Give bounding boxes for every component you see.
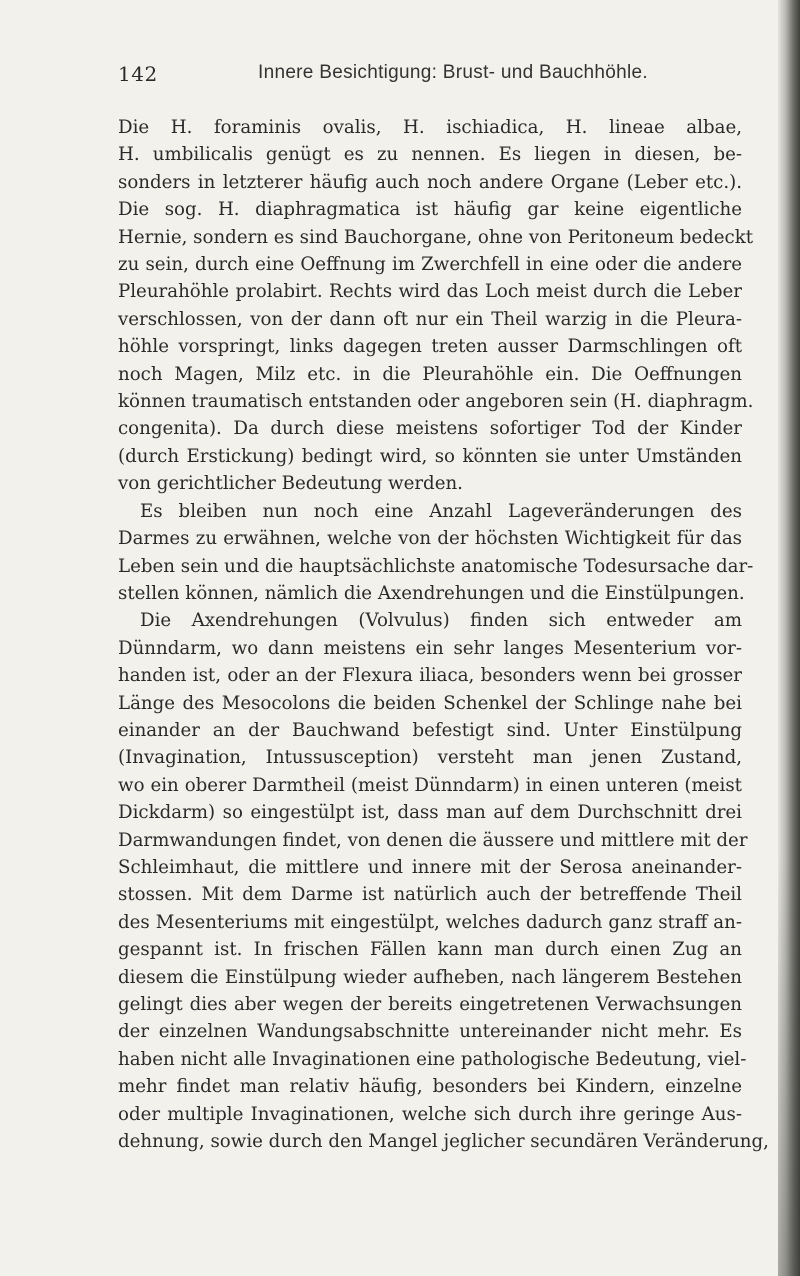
text-line: gespannt ist. In frischen Fällen kann man durch einen Zug an <box>118 939 742 961</box>
text-line: Dickdarm) so eingestülpt ist, dass man auf dem Durchschnitt drei <box>118 802 742 824</box>
text-line: Länge des Mesocolons die beiden Schenkel der Schlinge nahe bei <box>118 692 742 714</box>
text-line: von gerichtlicher Bedeutung werden. <box>118 473 463 495</box>
text-line: haben nicht alle Invaginationen eine pathologische Bedeutung, viel- <box>118 1048 747 1070</box>
text-line: handen ist, oder an der Flexura iliaca, besonders wenn bei grosser <box>118 665 742 687</box>
text-line: oder multiple Invaginationen, welche sich durch ihre geringe Aus- <box>118 1103 742 1125</box>
text-line: Die H. foraminis ovalis, H. ischiadica, H. lineae albae, <box>118 117 742 138</box>
text-line: stossen. Mit dem Darme ist natürlich auch der betreffende Theil <box>118 884 742 906</box>
text-line: H. umbilicalis genügt es zu nennen. Es liegen in diesen, be- <box>118 144 742 166</box>
running-head: Innere Besichtigung: Brust- und Bauchhöhle. <box>258 62 648 83</box>
text-line: diesem die Einstülpung wieder aufheben, nach längerem Bestehen <box>118 966 742 988</box>
text-line: stellen können, nämlich die Axendrehungen und die Einstülpungen. <box>118 582 745 604</box>
text-line: können traumatisch entstanden oder angeboren sein (H. diaphragm. <box>118 391 754 413</box>
text-line: (durch Erstickung) bedingt wird, so könnten sie unter Umständen <box>118 445 742 467</box>
text-line: Schleimhaut, die mittlere und innere mit der Serosa aneinander- <box>118 856 742 878</box>
text-line: der einzelnen Wandungsabschnitte untereinander nicht mehr. Es <box>118 1021 742 1043</box>
text-line: Die sog. H. diaphragmatica ist häufig gar keine eigentliche <box>118 199 742 221</box>
text-line: zu sein, durch eine Oeffnung im Zwerchfell in eine oder die andere <box>118 254 742 276</box>
page-number: 142 <box>118 62 158 86</box>
text-line: Die Axendrehungen (Volvulus) finden sich entweder am <box>140 610 742 632</box>
text-line: Leben sein und die hauptsächlichste anatomische Todesursache dar- <box>118 555 754 577</box>
text-line: gelingt dies aber wegen der bereits eingetretenen Verwachsungen <box>118 994 742 1015</box>
text-line: Darmes zu erwähnen, welche von der höchsten Wichtigkeit für das <box>118 528 742 550</box>
body-text <box>118 114 769 1155</box>
text-line: dehnung, sowie durch den Mangel jeglicher secundären Veränderung, <box>118 1131 769 1153</box>
text-line: Dünndarm, wo dann meistens ein sehr langes Mesenterium vor- <box>118 637 742 659</box>
text-line: des Mesenteriums mit eingestülpt, welches dadurch ganz straff an- <box>118 911 742 933</box>
text-line: Darmwandungen findet, von denen die äussere und mittlere mit der <box>118 829 748 851</box>
text-line: verschlossen, von der dann oft nur ein Theil warzig in die Pleura- <box>118 308 742 330</box>
text-line: mehr findet man relativ häufig, besonders bei Kindern, einzelne <box>118 1076 742 1098</box>
text-line: wo ein oberer Darmtheil (meist Dünndarm) in einen unteren (meist <box>118 774 742 796</box>
text-line: Es bleiben nun noch eine Anzahl Lageveränderungen des <box>140 500 742 522</box>
text-line: Pleurahöhle prolabirt. Rechts wird das Loch meist durch die Leber <box>118 281 742 303</box>
text-line: sonders in letzterer häufig auch noch andere Organe (Leber etc.). <box>118 171 742 193</box>
text-line: congenita). Da durch diese meistens sofortiger Tod der Kinder <box>118 418 742 440</box>
text-line: höhle vorspringt, links dagegen treten ausser Darmschlingen oft <box>118 336 742 358</box>
text-line: noch Magen, Milz etc. in die Pleurahöhle ein. Die Oeffnungen <box>118 363 742 385</box>
text-line: einander an der Bauchwand befestigt sind. Unter Einstülpung <box>118 719 742 741</box>
page-edge-shadow-bottom <box>778 856 800 1276</box>
text-line: Hernie, sondern es sind Bauchorgane, ohne von Peritoneum bedeckt <box>118 226 754 248</box>
page-header <box>118 62 758 92</box>
text-line: (Invagination, Intussusception) versteht man jenen Zustand, <box>118 747 742 769</box>
